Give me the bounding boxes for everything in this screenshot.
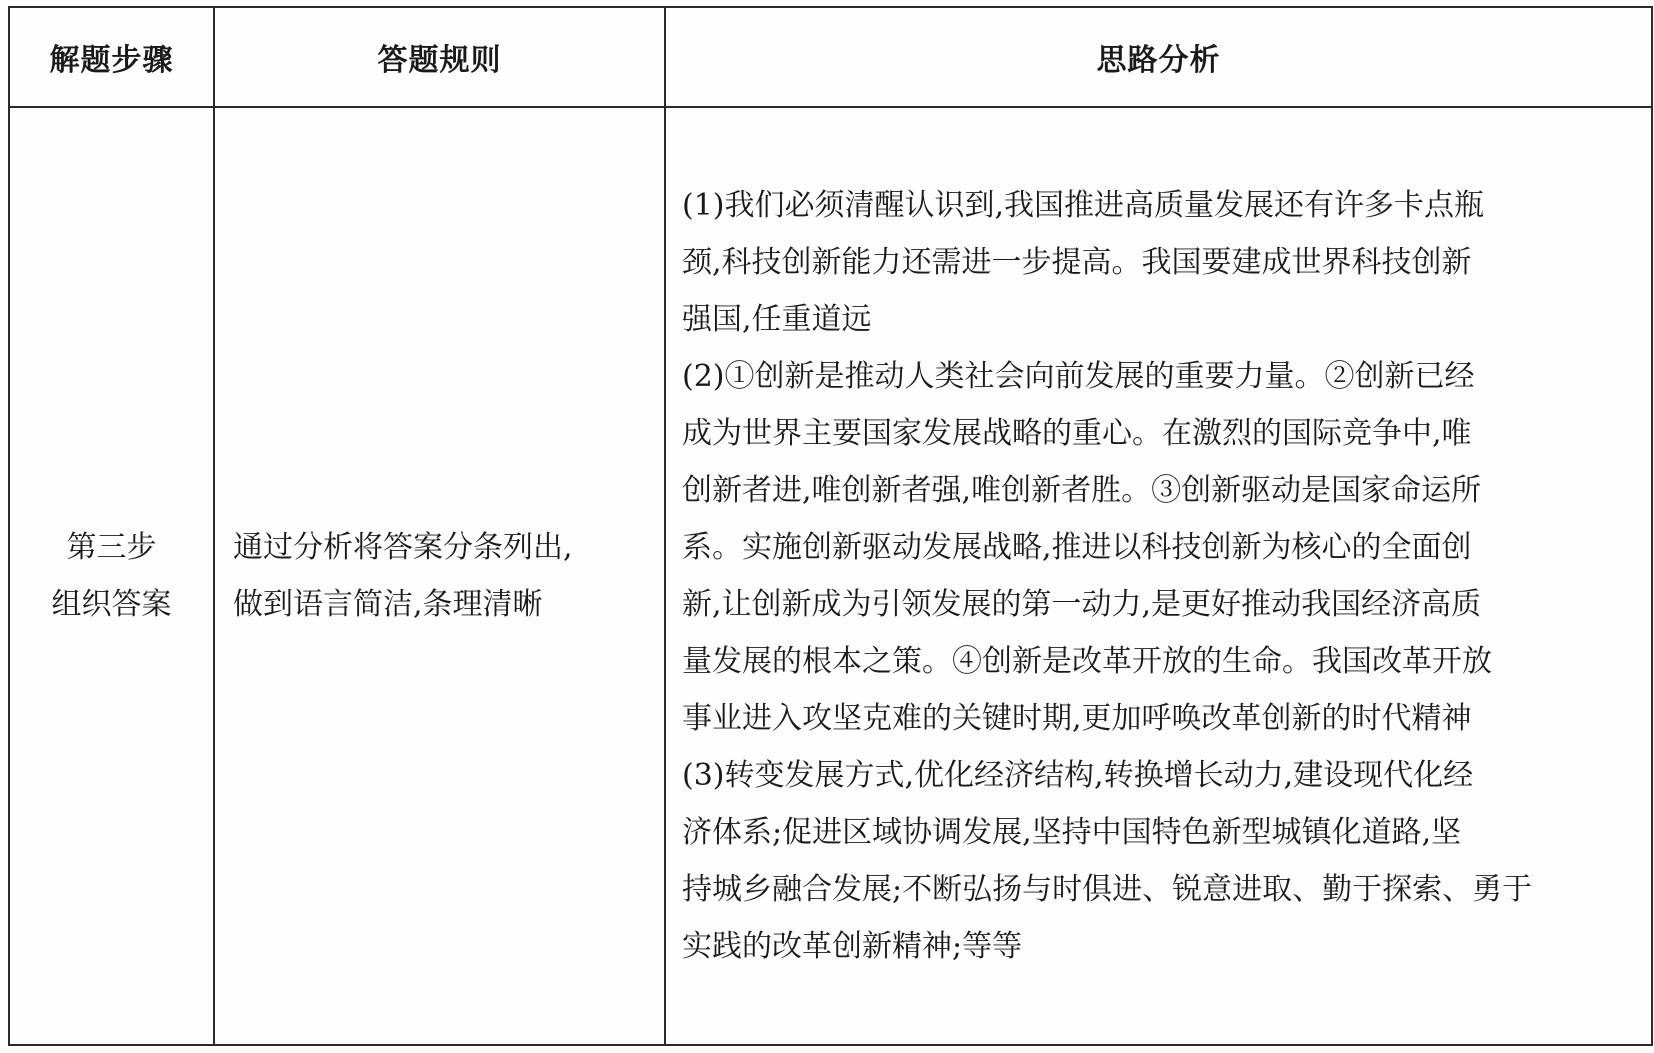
analysis-line: 事业进入攻坚克难的关键时期,更加呼唤改革创新的时代精神 — [682, 701, 1472, 736]
analysis-table — [8, 6, 1653, 1046]
rule-line: 做到语言简洁,条理清晰 — [233, 587, 543, 622]
step-line: 组织答案 — [51, 587, 172, 622]
header-analysis: 思路分析 — [665, 7, 1652, 107]
analysis-line: 量发展的根本之策。④创新是改革开放的生命。我国改革开放 — [682, 644, 1492, 679]
header-rule: 答题规则 — [214, 7, 665, 107]
table-header-row — [9, 7, 1652, 107]
analysis-line: 济体系;促进区域协调发展,坚持中国特色新型城镇化道路,坚 — [682, 815, 1462, 850]
analysis-line: 新,让创新成为引领发展的第一动力,是更好推动我国经济高质 — [682, 587, 1482, 622]
analysis-line: 持城乡融合发展;不断弘扬与时俱进、锐意进取、勤于探索、勇于 — [682, 872, 1533, 907]
step-line: 第三步 — [66, 530, 157, 565]
analysis-line: 成为世界主要国家发展战略的重心。在激烈的国际竞争中,唯 — [682, 416, 1472, 451]
step-cell — [9, 107, 214, 1045]
analysis-line: 颈,科技创新能力还需进一步提高。我国要建成世界科技创新 — [682, 245, 1472, 280]
header-step: 解题步骤 — [9, 7, 214, 107]
analysis-line: 系。实施创新驱动发展战略,推进以科技创新为核心的全面创 — [682, 530, 1472, 565]
analysis-line: 创新者进,唯创新者强,唯创新者胜。③创新驱动是国家命运所 — [682, 473, 1482, 508]
analysis-line: (1)我们必须清醒认识到,我国推进高质量发展还有许多卡点瓶 — [682, 188, 1485, 223]
analysis-line: 强国,任重道远 — [682, 302, 872, 337]
analysis-line: 实践的改革创新精神;等等 — [682, 929, 1023, 964]
rule-line: 通过分析将答案分条列出, — [233, 530, 573, 565]
analysis-line: (2)①创新是推动人类社会向前发展的重要力量。②创新已经 — [682, 359, 1475, 394]
analysis-line: (3)转变发展方式,优化经济结构,转换增长动力,建设现代化经 — [682, 758, 1474, 793]
table-row — [9, 107, 1652, 1045]
analysis-cell — [665, 107, 1652, 1045]
rule-cell — [214, 107, 665, 1045]
